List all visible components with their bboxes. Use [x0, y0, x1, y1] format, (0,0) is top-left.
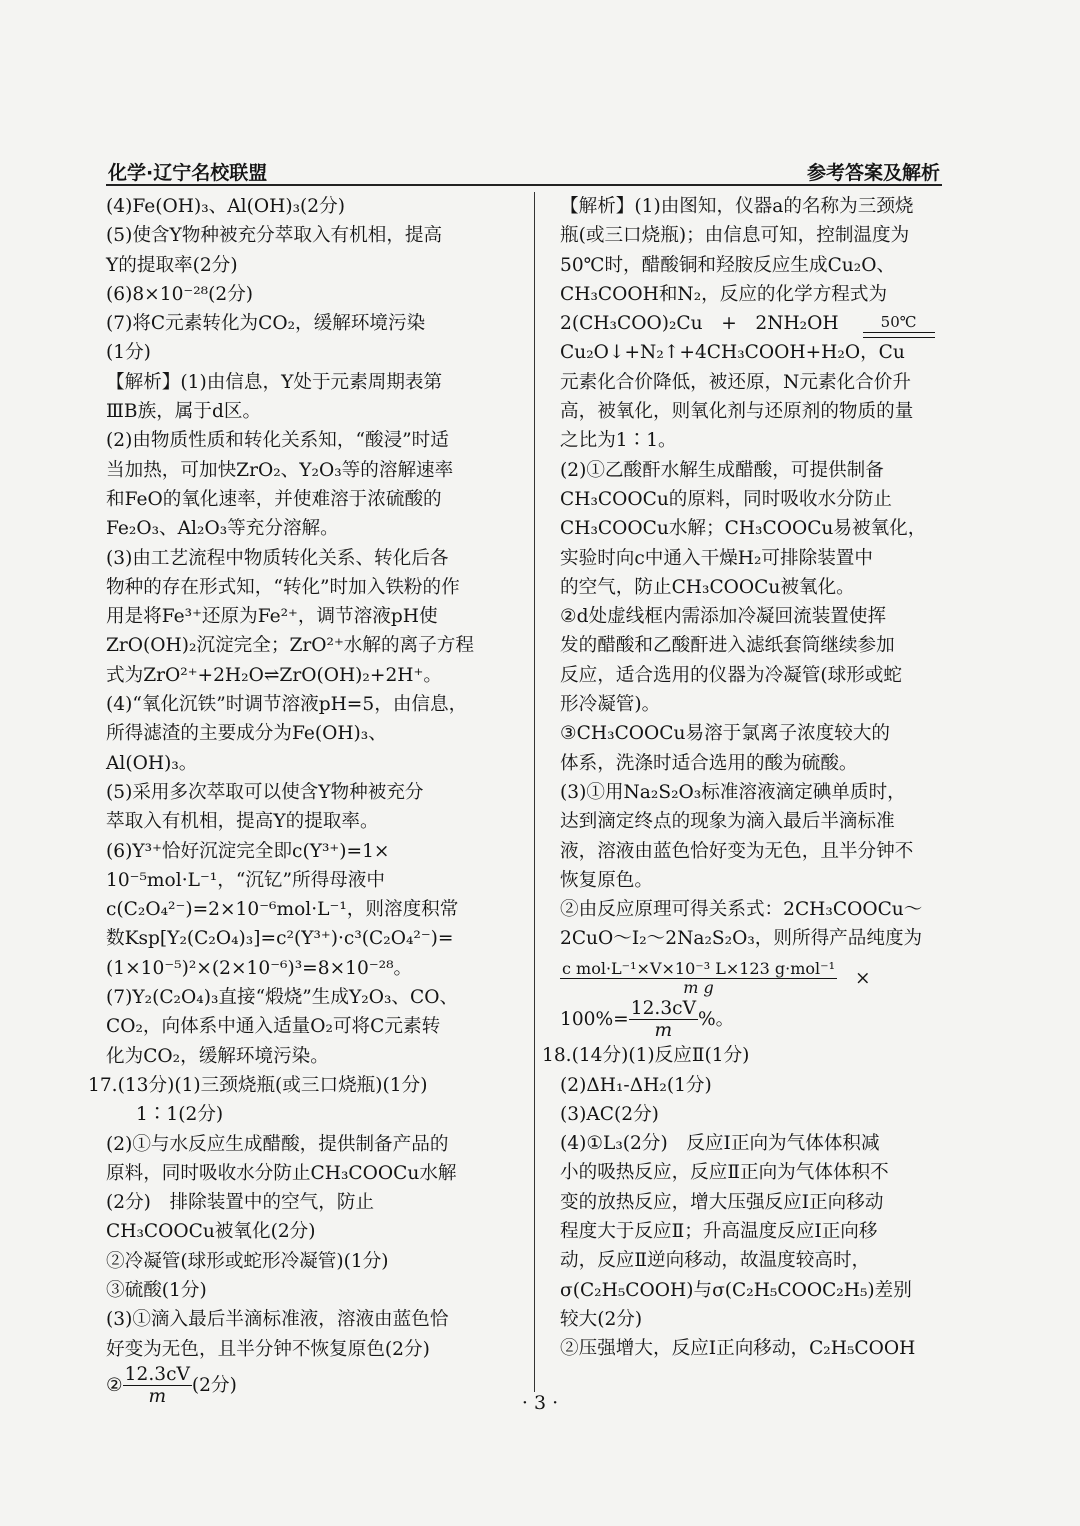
text-line: 发的醋酸和乙酸酐进入滤纸套筒继续参加 [560, 635, 895, 657]
text-line: (3)①滴入最后半滴标准液，溶液由蓝色恰 [106, 1309, 449, 1331]
text-line: 达到滴定终点的现象为滴入最后半滴标准 [560, 811, 895, 833]
fraction-denominator: m g [683, 978, 714, 998]
left-column [88, 192, 518, 1408]
fraction-denominator: m [148, 1386, 167, 1408]
text-line: CO₂，向体系中通入适量O₂可将C元素转 [106, 1016, 441, 1038]
text-line: 10⁻⁵mol·L⁻¹，“沉钇”所得母液中 [106, 869, 385, 891]
text-line: Y的提取率(2分) [106, 254, 238, 276]
question-17-heading: 17.(13分)(1)三颈烧瓶(或三口烧瓶)(1分) [88, 1074, 428, 1096]
text-line: ②压强增大，反应Ⅰ正向移动，C₂H₅COOH [560, 1338, 916, 1360]
answer-suffix: (2分) [191, 1374, 237, 1396]
text-line: σ(C₂H₅COOH)与σ(C₂H₅COOC₂H₅)差别 [560, 1279, 912, 1301]
text-line: ②冷凝管(球形或蛇形冷凝管)(1分) [106, 1250, 389, 1272]
text-line: 【解析】(1)由信息，Y处于元素周期表第 [106, 371, 443, 393]
reaction-equation [560, 309, 944, 338]
text-line: (4)“氧化沉铁”时调节溶液pH=5，由信息， [106, 694, 468, 716]
text-line: (6)Y³⁺恰好沉淀完全即c(Y³⁺)=1× [106, 840, 390, 862]
fraction-denominator: m [654, 1019, 673, 1041]
purity-expression [560, 960, 944, 998]
times-sign: × [854, 967, 871, 989]
header-rule [106, 184, 942, 186]
page-number: · 3 · [521, 1392, 559, 1414]
text-line: CH₃COOCu水解；CH₃COOCu易被氧化， [560, 518, 927, 540]
text-line: 【解析】(1)由图知，仪器a的名称为三颈烧 [560, 196, 914, 217]
text-line: 实验时向c中通入干燥H₂可排除装置中 [560, 547, 873, 569]
text-line: 当加热，可加快ZrO₂、Y₂O₃等的溶解速率 [106, 459, 454, 481]
text-line: (1×10⁻⁵)²×(2×10⁻⁶)³=8×10⁻²⁸。 [106, 957, 413, 979]
text-line: (3)AC(2分) [560, 1103, 659, 1125]
text-line: 反应，适合选用的仪器为冷凝管(球形或蛇 [560, 664, 902, 686]
text-line: ②由反应原理可得关系式：2CH₃COOCu～ [560, 899, 923, 921]
text-line: (2)由物质性质和转化关系知，“酸浸”时适 [106, 430, 449, 452]
text-line: (1分) [106, 342, 151, 364]
text-line: 动，反应Ⅱ逆向移动，故温度较高时， [560, 1250, 871, 1272]
answer-prefix: ② [106, 1374, 123, 1396]
text-line: 式为ZrO²⁺+2H₂O⇌ZrO(OH)₂+2H⁺。 [106, 664, 442, 686]
text-line: 元素化合价降低，被还原，N元素化合价升 [560, 371, 911, 393]
text-line: 萃取入有机相，提高Y的提取率。 [106, 811, 379, 833]
question-18-heading: 18.(14分)(1)反应Ⅱ(1分) [542, 1045, 750, 1067]
text-line: (3)由工艺流程中物质转化关系、转化后各 [106, 547, 449, 569]
text-line: ③CH₃COOCu易溶于氯离子浓度较大的 [560, 723, 891, 745]
text-line: (2)①与水反应生成醋酸，提供制备产品的 [106, 1133, 449, 1155]
fraction-numerator: c mol·L⁻¹×V×10⁻³ L×123 g·mol⁻¹ [562, 958, 835, 978]
text-line: (2)ΔH₁-ΔH₂(1分) [560, 1074, 712, 1096]
text-line: 数Ksp[Y₂(C₂O₄)₃]=c²(Y³⁺)·c³(C₂O₄²⁻)= [106, 928, 454, 950]
text-line: 50℃时，醋酸铜和羟胺反应生成Cu₂O、 [560, 254, 896, 276]
text-line: CH₃COOH和N₂，反应的化学方程式为 [560, 283, 888, 305]
right-column [542, 192, 944, 1364]
text-line: (5)采用多次萃取可以使含Y物种被充分 [106, 781, 424, 803]
text-line: (5)使含Y物种被充分萃取入有机相，提高 [106, 225, 443, 247]
text-line: ②d处虚线框内需添加冷凝回流装置使挥 [560, 606, 887, 628]
text-line: 所得滤渣的主要成分为Fe(OH)₃、 [106, 723, 387, 745]
text-line: Al(OH)₃。 [106, 752, 198, 774]
text-line: (7)将C元素转化为CO₂，缓解环境污染 [106, 313, 426, 335]
text-line: (4)①L₃(2分) 反应Ⅰ正向为气体体积减 [560, 1133, 880, 1155]
purity-fraction [560, 960, 837, 998]
text-line: 用是将Fe³⁺还原为Fe²⁺，调节溶液pH使 [106, 606, 438, 628]
fraction-numerator: 12.3cV [124, 1363, 190, 1385]
text-line: 1∶1(2分) [136, 1104, 224, 1126]
result-suffix: %。 [698, 1008, 735, 1030]
fraction-numerator: 12.3cV [630, 997, 696, 1019]
purity-result [560, 998, 944, 1042]
text-line: CH₃COOCu的原料，同时吸收水分防止 [560, 488, 892, 510]
text-line: 较大(2分) [560, 1308, 643, 1330]
result-fraction [629, 998, 698, 1042]
header-answer-label: 参考答案及解析 [806, 162, 940, 184]
text-line: 2CuO～I₂～2Na₂S₂O₃，则所得产品纯度为 [560, 928, 923, 950]
text-line: 和FeO的氧化速率，并使难溶于浓硫酸的 [106, 488, 442, 510]
reaction-condition [863, 315, 935, 338]
text-line: 瓶(或三口烧瓶)；由信息可知，控制温度为 [560, 225, 910, 247]
text-line: (6)8×10⁻²⁸(2分) [106, 283, 254, 305]
text-line: 恢复原色。 [560, 869, 653, 891]
text-line: 物种的存在形式知，“转化”时加入铁粉的作 [106, 576, 460, 598]
text-line: 化为CO₂，缓解环境污染。 [106, 1045, 329, 1067]
text-line: 高，被氧化，则氧化剂与还原剂的物质的量 [560, 401, 914, 423]
text-line: 的空气，防止CH₃COOCu被氧化。 [560, 576, 855, 598]
text-line: (3)①用Na₂S₂O₃标准溶液滴定碘单质时， [560, 781, 906, 803]
text-line: (2分) 排除装置中的空气，防止 [106, 1192, 375, 1214]
text-line: (7)Y₂(C₂O₄)₃直接“煅烧”生成Y₂O₃、CO、 [106, 987, 459, 1009]
result-prefix: 100%= [560, 1008, 629, 1030]
text-line: 之比为1∶1。 [560, 430, 677, 452]
text-line: Fe₂O₃、Al₂O₃等充分溶解。 [106, 518, 339, 540]
text-line: 程度大于反应Ⅱ；升高温度反应Ⅰ正向移 [560, 1221, 878, 1243]
text-line: ⅢB族，属于d区。 [106, 401, 262, 423]
text-line: (4)Fe(OH)₃、Al(OH)₃(2分) [106, 196, 345, 217]
text-line: 好变为无色，且半分钟不恢复原色(2分) [106, 1338, 430, 1360]
text-line: ZrO(OH)₂沉淀完全；ZrO²⁺水解的离子方程 [106, 635, 474, 657]
condition-text: 50℃ [880, 313, 917, 332]
text-line: 形冷凝管)。 [560, 694, 661, 716]
equation-lhs: 2(CH₃COO)₂Cu + 2NH₂OH [560, 313, 839, 335]
text-line: 体系，洗涤时适合选用的酸为硫酸。 [560, 752, 858, 774]
text-line: Cu₂O↓+N₂↑+4CH₃COOH+H₂O，Cu [560, 342, 905, 364]
text-line: 小的吸热反应，反应Ⅱ正向为气体体积不 [560, 1162, 889, 1184]
text-line: 液，溶液由蓝色恰好变为无色，且半分钟不 [560, 840, 914, 862]
text-line: c(C₂O₄²⁻)=2×10⁻⁶mol·L⁻¹，则溶度积常 [106, 899, 459, 921]
text-line: CH₃COOCu被氧化(2分) [106, 1221, 316, 1243]
header-title: 化学·辽宁名校联盟 [108, 162, 268, 184]
text-line: 原料，同时吸收水分防止CH₃COOCu水解 [106, 1162, 457, 1184]
text-line: ③硫酸(1分) [106, 1279, 207, 1301]
column-divider [534, 192, 535, 1392]
text-line: (2)①乙酸酐水解生成醋酸，可提供制备 [560, 459, 884, 481]
text-line: 变的放热反应，增大压强反应Ⅰ正向移动 [560, 1191, 884, 1213]
